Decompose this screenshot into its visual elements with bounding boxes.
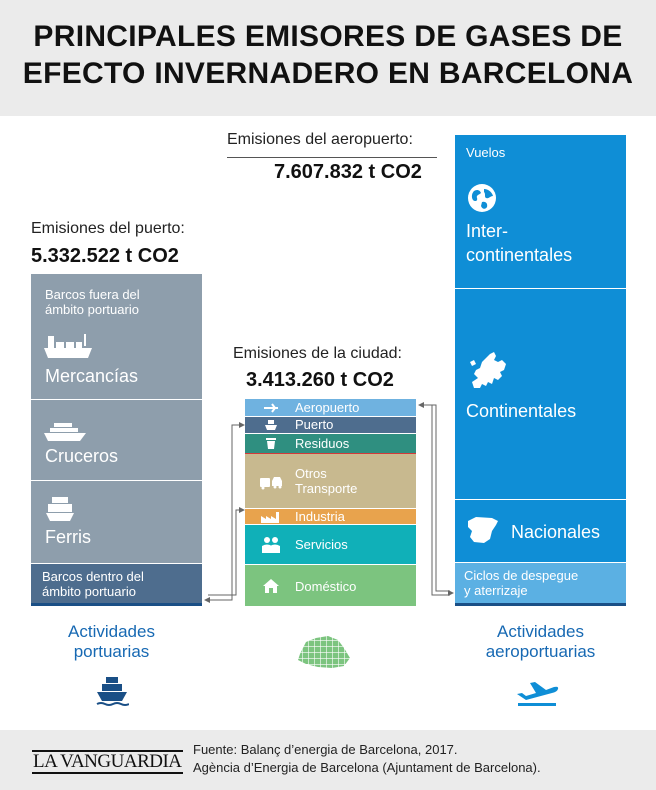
footer-airport-label	[455, 622, 626, 662]
port-ferris-label: Ferris	[45, 527, 91, 547]
port-outside-line1: Barcos fuera del	[45, 287, 140, 302]
title-line-1: PRINCIPALES EMISORES DE GASES DE	[33, 20, 623, 53]
port-inside-line1: Barcos dentro del	[42, 569, 144, 584]
city-servicios-label: Servicios	[295, 537, 348, 552]
europe-map-icon	[466, 348, 510, 392]
airport-intercontinental-line2: continentales	[466, 245, 573, 265]
port-heading: Emisiones del puerto:	[31, 220, 185, 237]
title-line-2: EFECTO INVERNADERO EN BARCELONA	[22, 57, 634, 90]
cruise-ship-icon	[42, 421, 88, 443]
port-inside-line2: ámbito portuario	[42, 584, 136, 599]
port-cruceros-label: Cruceros	[45, 446, 119, 466]
port-outside-line2: ámbito portuario	[45, 302, 139, 317]
airport-heading: Emisiones del aeropuerto:	[227, 131, 413, 148]
city-residuos-label: Residuos	[295, 436, 350, 451]
city-map-icon	[296, 634, 352, 670]
spain-map-icon	[466, 515, 500, 545]
city-heading: Emisiones de la ciudad:	[233, 345, 402, 362]
airport-national-label: Nacionales	[511, 522, 601, 542]
airport-block-continental	[455, 289, 626, 499]
city-otros-line1: Otros	[295, 466, 327, 481]
footer-airport-line2: aeroportuarias	[485, 642, 596, 661]
airport-cycles-line2: y aterrizaje	[464, 583, 528, 598]
port-ship-icon	[95, 675, 129, 707]
page-title	[20, 18, 636, 92]
footer	[0, 730, 656, 790]
city-puerto-label: Puerto	[295, 417, 334, 432]
airport-intercontinental-label	[466, 219, 572, 267]
source-line-1: Fuente: Balanç d’energia de Barcelona, 2017.	[193, 742, 458, 757]
city-industria-label: Industria	[295, 509, 345, 524]
ferry-icon	[44, 495, 76, 523]
logo: LA VANGUARDIA	[33, 751, 182, 772]
airport-heading-rule	[227, 157, 437, 158]
port-mercancias-label: Mercancías	[45, 366, 139, 386]
port-inside-label	[42, 569, 144, 599]
airport-continental-label: Continentales	[466, 401, 577, 421]
port-baseline	[31, 603, 202, 606]
airport-vuelos-label: Vuelos	[466, 145, 506, 160]
airport-baseline	[455, 603, 626, 606]
globe-icon	[467, 183, 497, 213]
footer-port-label	[31, 622, 192, 662]
plane-takeoff-icon	[514, 677, 560, 707]
airport-total: 7.607.832 t CO2	[274, 161, 422, 183]
footer-port-line1: Actividades	[68, 622, 155, 641]
connector-lines	[200, 395, 460, 610]
source-line-2: Agència d’Energia de Barcelona (Ajuntament de Barcelona).	[193, 760, 541, 775]
header	[0, 0, 656, 116]
city-domestico-label: Doméstico	[295, 579, 357, 594]
port-outside-label	[45, 287, 140, 317]
airport-cycles-label	[464, 568, 578, 598]
city-aeropuerto-label: Aeropuerto	[295, 400, 360, 415]
city-total: 3.413.260 t CO2	[246, 369, 394, 391]
airport-cycles-line1: Ciclos de despegue	[464, 568, 579, 583]
cargo-ship-icon	[42, 332, 94, 362]
footer-airport-line1: Actividades	[497, 622, 584, 641]
city-otros-line2: Transporte	[295, 481, 358, 496]
footer-port-line2: portuarias	[73, 642, 150, 661]
port-total: 5.332.522 t CO2	[31, 245, 179, 267]
airport-intercontinental-line1: Inter-	[466, 221, 509, 241]
